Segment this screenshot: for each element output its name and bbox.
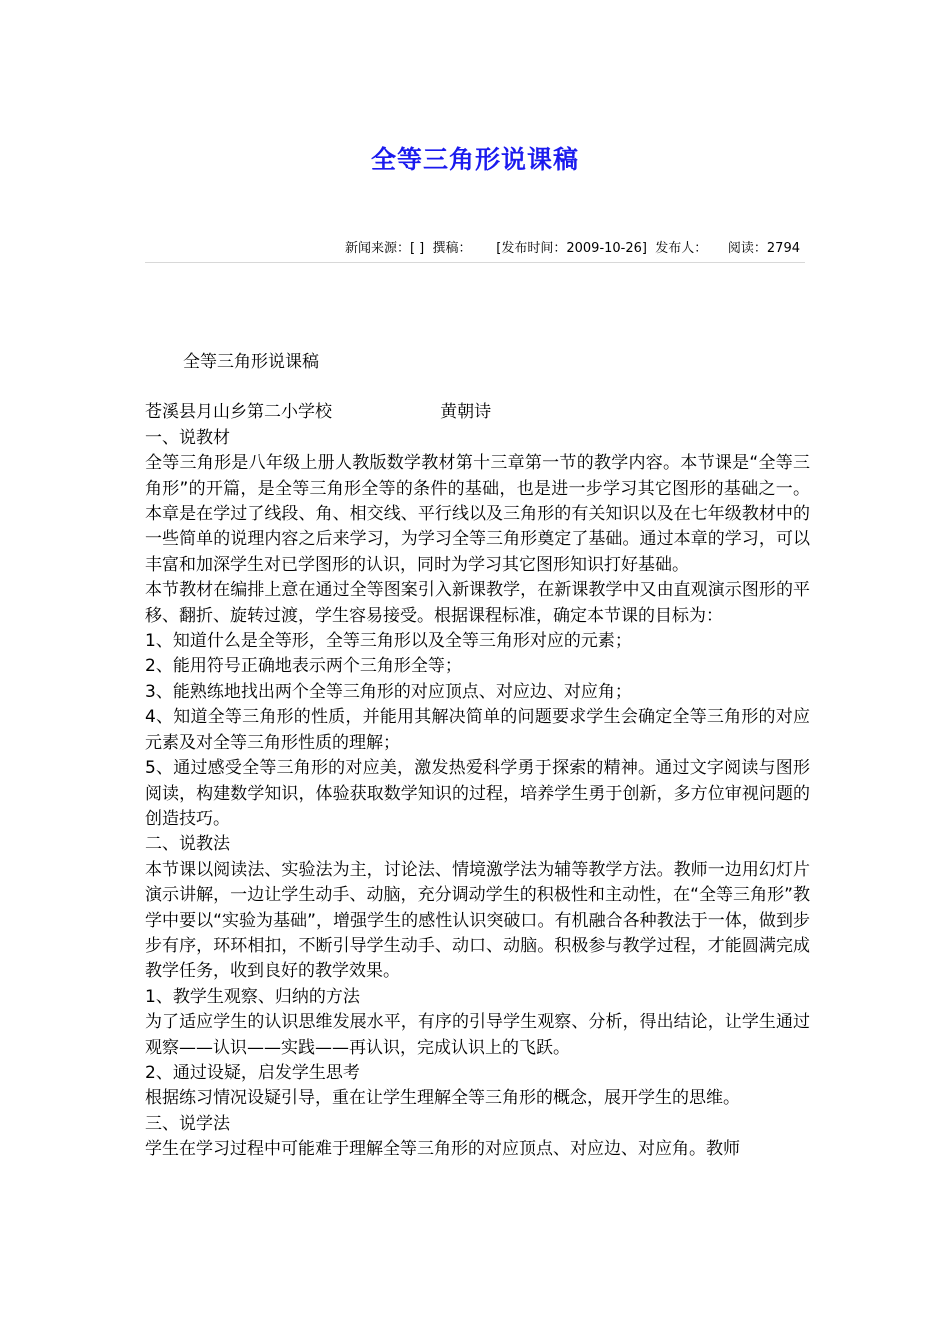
page-title: 全等三角形说课稿 — [370, 145, 579, 174]
paragraph: 学生在学习过程中可能难于理解全等三角形的对应顶点、对应边、对应角。教师 — [145, 1139, 740, 1160]
paragraph: 本节教材在编排上意在通过全等图案引入新课教学，在新课教学中又由直观演示图形的平移、翻折、旋转过渡，学生容易接受。根据课程标准，确定本节课的目标为： — [145, 580, 810, 626]
list-item: 3、能熟练地找出两个全等三角形的对应顶点、对应边、对应角； — [145, 681, 632, 702]
section-heading: 三、说学法 — [145, 1113, 230, 1134]
section-heading: 二、说教法 — [145, 834, 230, 855]
school-author-line: 苍溪县月山乡第二小学校 黄朝诗 — [145, 402, 492, 423]
article-subtitle: 全等三角形说课稿 — [183, 352, 319, 372]
article-meta: 新闻来源：[ ] 撰稿： [发布时间：2009-10-26] 发布人： 阅读：2794 — [344, 241, 800, 256]
divider — [145, 262, 805, 263]
article-body — [145, 350, 810, 1163]
paragraph: 根据练习情况设疑引导，重在让学生理解全等三角形的概念，展开学生的思维。 — [145, 1088, 740, 1109]
list-item: 2、通过设疑，启发学生思考 — [145, 1062, 360, 1083]
paragraph: 为了适应学生的认识思维发展水平，有序的引导学生观察、分析，得出结论，让学生通过观察——认识——实践——再认识，完成认识上的飞跃。 — [145, 1012, 810, 1058]
list-item: 5、通过感受全等三角形的对应美，激发热爱科学勇于探索的精神。通过文字阅读与图形阅读，构建数学知识，体验获取数学知识的过程，培养学生勇于创新，多方位审视问题的创造技巧。 — [145, 758, 810, 829]
paragraph: 全等三角形是八年级上册人教版数学教材第十三章第一节的教学内容。本节课是“全等三角形”的开篇，是全等三角形全等的条件的基础，也是进一步学习其它图形的基础之一。本章是在学过了线段、角、相交线、平行线以及三角形的有关知识以及在七年级教材中的一些简单的说理内容之后来学习，为学习全等三角形奠定了基础。通过本章的学习，可以丰富和加深学生对已学图形的认识，同时为学习其它图形知识打好基础。 — [145, 453, 810, 575]
list-item: 1、知道什么是全等形，全等三角形以及全等三角形对应的元素； — [145, 631, 632, 652]
list-item: 1、教学生观察、归纳的方法 — [145, 986, 360, 1007]
paragraph: 本节课以阅读法、实验法为主，讨论法、情境激学法为辅等教学方法。教师一边用幻灯片演示讲解，一边让学生动手、动脑，充分调动学生的积极性和主动性，在“全等三角形”教学中要以“实验为基础”，增强学生的感性认识突破口。有机融合各种教法于一体，做到步步有序，环环相扣，不断引导学生动手、动口、动脑。积极参与教学过程，才能圆满完成教学任务，收到良好的教学效果。 — [145, 859, 810, 982]
section-heading: 一、说教材 — [145, 427, 230, 448]
list-item: 2、能用符号正确地表示两个三角形全等； — [145, 656, 462, 677]
list-item: 4、知道全等三角形的性质，并能用其解决简单的问题要求学生会确定全等三角形的对应元素及对全等三角形性质的理解； — [145, 707, 810, 753]
